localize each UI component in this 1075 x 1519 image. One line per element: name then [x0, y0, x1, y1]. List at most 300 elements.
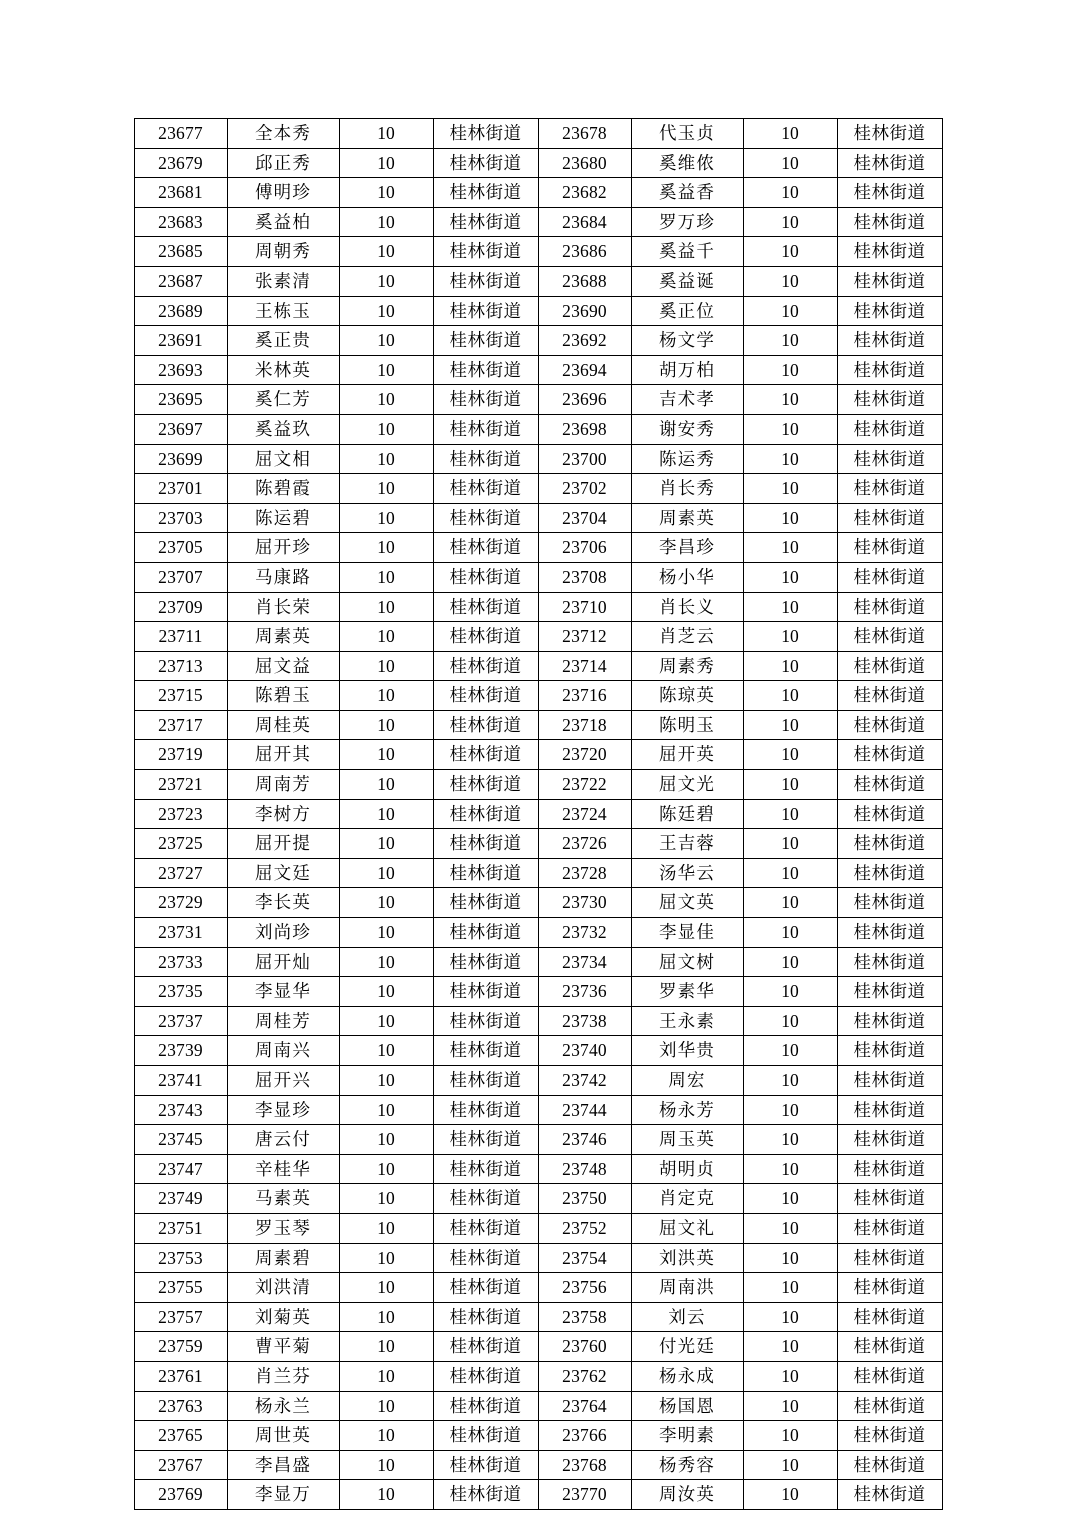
cell-id: 23706 [538, 533, 631, 563]
cell-amount: 10 [743, 1154, 837, 1184]
cell-amount: 10 [339, 326, 433, 356]
cell-street: 桂林街道 [433, 770, 538, 800]
table-row [134, 918, 942, 948]
cell-amount: 10 [339, 503, 433, 533]
cell-name: 周素秀 [631, 651, 743, 681]
cell-name: 陈碧霞 [227, 474, 339, 504]
cell-name: 屈开珍 [227, 533, 339, 563]
cell-street: 桂林街道 [433, 562, 538, 592]
cell-street: 桂林街道 [837, 533, 942, 563]
cell-name: 周世英 [227, 1421, 339, 1451]
cell-street: 桂林街道 [433, 947, 538, 977]
cell-street: 桂林街道 [433, 977, 538, 1007]
cell-id: 23710 [538, 592, 631, 622]
cell-id: 23714 [538, 651, 631, 681]
cell-street: 桂林街道 [433, 296, 538, 326]
table-row [134, 1243, 942, 1273]
cell-amount: 10 [339, 918, 433, 948]
cell-street: 桂林街道 [837, 355, 942, 385]
cell-amount: 10 [339, 474, 433, 504]
cell-name: 陈运碧 [227, 503, 339, 533]
cell-id: 23739 [134, 1036, 227, 1066]
cell-amount: 10 [743, 799, 837, 829]
cell-name: 奚益香 [631, 178, 743, 208]
cell-name: 傅明珍 [227, 178, 339, 208]
cell-name: 邱正秀 [227, 148, 339, 178]
table-row [134, 1006, 942, 1036]
cell-amount: 10 [339, 651, 433, 681]
cell-street: 桂林街道 [837, 266, 942, 296]
table-row [134, 1302, 942, 1332]
cell-id: 23721 [134, 770, 227, 800]
table-row [134, 710, 942, 740]
cell-street: 桂林街道 [433, 858, 538, 888]
cell-id: 23770 [538, 1480, 631, 1510]
cell-id: 23701 [134, 474, 227, 504]
table-row [134, 1421, 942, 1451]
cell-id: 23678 [538, 119, 631, 149]
cell-street: 桂林街道 [837, 207, 942, 237]
cell-name: 刘云 [631, 1302, 743, 1332]
records-table-body [134, 119, 942, 1510]
cell-id: 23694 [538, 355, 631, 385]
cell-amount: 10 [743, 1361, 837, 1391]
cell-name: 刘菊英 [227, 1302, 339, 1332]
cell-street: 桂林街道 [837, 296, 942, 326]
cell-amount: 10 [743, 1125, 837, 1155]
cell-id: 23686 [538, 237, 631, 267]
cell-id: 23759 [134, 1332, 227, 1362]
cell-amount: 10 [743, 178, 837, 208]
cell-street: 桂林街道 [433, 503, 538, 533]
cell-street: 桂林街道 [433, 740, 538, 770]
cell-name: 周朝秀 [227, 237, 339, 267]
cell-id: 23698 [538, 414, 631, 444]
cell-amount: 10 [339, 1066, 433, 1096]
cell-name: 屈文廷 [227, 858, 339, 888]
cell-id: 23738 [538, 1006, 631, 1036]
cell-id: 23691 [134, 326, 227, 356]
cell-name: 周桂芳 [227, 1006, 339, 1036]
cell-street: 桂林街道 [433, 1066, 538, 1096]
cell-id: 23742 [538, 1066, 631, 1096]
cell-street: 桂林街道 [433, 1421, 538, 1451]
table-row [134, 681, 942, 711]
cell-name: 王栋玉 [227, 296, 339, 326]
cell-id: 23752 [538, 1213, 631, 1243]
cell-id: 23681 [134, 178, 227, 208]
cell-name: 唐云付 [227, 1125, 339, 1155]
cell-street: 桂林街道 [837, 858, 942, 888]
cell-id: 23718 [538, 710, 631, 740]
cell-id: 23747 [134, 1154, 227, 1184]
cell-amount: 10 [339, 148, 433, 178]
cell-amount: 10 [743, 651, 837, 681]
cell-id: 23732 [538, 918, 631, 948]
cell-amount: 10 [339, 740, 433, 770]
cell-name: 马素英 [227, 1184, 339, 1214]
cell-id: 23754 [538, 1243, 631, 1273]
cell-street: 桂林街道 [837, 1006, 942, 1036]
table-row [134, 947, 942, 977]
cell-name: 王永素 [631, 1006, 743, 1036]
cell-amount: 10 [743, 858, 837, 888]
cell-street: 桂林街道 [433, 1125, 538, 1155]
cell-name: 奚益玖 [227, 414, 339, 444]
cell-street: 桂林街道 [433, 1302, 538, 1332]
cell-name: 周玉英 [631, 1125, 743, 1155]
cell-name: 肖长秀 [631, 474, 743, 504]
table-row [134, 1036, 942, 1066]
cell-name: 杨永芳 [631, 1095, 743, 1125]
cell-name: 陈碧玉 [227, 681, 339, 711]
cell-amount: 10 [743, 1243, 837, 1273]
cell-id: 23765 [134, 1421, 227, 1451]
cell-street: 桂林街道 [433, 1184, 538, 1214]
cell-id: 23749 [134, 1184, 227, 1214]
table-row [134, 829, 942, 859]
cell-amount: 10 [743, 266, 837, 296]
cell-amount: 10 [339, 1213, 433, 1243]
table-row [134, 1154, 942, 1184]
cell-name: 屈文益 [227, 651, 339, 681]
cell-id: 23757 [134, 1302, 227, 1332]
cell-amount: 10 [339, 829, 433, 859]
cell-street: 桂林街道 [837, 237, 942, 267]
cell-name: 陈琼英 [631, 681, 743, 711]
cell-street: 桂林街道 [837, 1421, 942, 1451]
cell-id: 23735 [134, 977, 227, 1007]
cell-id: 23679 [134, 148, 227, 178]
cell-id: 23716 [538, 681, 631, 711]
cell-id: 23726 [538, 829, 631, 859]
cell-amount: 10 [743, 1332, 837, 1362]
cell-amount: 10 [339, 710, 433, 740]
cell-amount: 10 [339, 622, 433, 652]
cell-street: 桂林街道 [433, 622, 538, 652]
cell-name: 屈文树 [631, 947, 743, 977]
cell-amount: 10 [339, 681, 433, 711]
cell-name: 李显华 [227, 977, 339, 1007]
cell-id: 23743 [134, 1095, 227, 1125]
cell-id: 23761 [134, 1361, 227, 1391]
cell-street: 桂林街道 [837, 829, 942, 859]
cell-id: 23734 [538, 947, 631, 977]
cell-name: 奚仁芳 [227, 385, 339, 415]
cell-amount: 10 [339, 1154, 433, 1184]
cell-street: 桂林街道 [433, 829, 538, 859]
cell-name: 周南兴 [227, 1036, 339, 1066]
cell-id: 23753 [134, 1243, 227, 1273]
cell-id: 23750 [538, 1184, 631, 1214]
cell-id: 23684 [538, 207, 631, 237]
cell-amount: 10 [743, 1184, 837, 1214]
cell-name: 屈文光 [631, 770, 743, 800]
cell-id: 23767 [134, 1450, 227, 1480]
cell-name: 李昌珍 [631, 533, 743, 563]
cell-street: 桂林街道 [433, 326, 538, 356]
cell-id: 23709 [134, 592, 227, 622]
table-row [134, 622, 942, 652]
cell-street: 桂林街道 [433, 799, 538, 829]
table-row [134, 237, 942, 267]
cell-street: 桂林街道 [837, 1125, 942, 1155]
cell-amount: 10 [743, 1421, 837, 1451]
cell-amount: 10 [339, 1184, 433, 1214]
cell-id: 23707 [134, 562, 227, 592]
table-row [134, 1361, 942, 1391]
cell-id: 23724 [538, 799, 631, 829]
cell-street: 桂林街道 [433, 1361, 538, 1391]
cell-street: 桂林街道 [837, 148, 942, 178]
cell-name: 胡明贞 [631, 1154, 743, 1184]
cell-street: 桂林街道 [837, 977, 942, 1007]
cell-street: 桂林街道 [433, 1450, 538, 1480]
cell-street: 桂林街道 [433, 148, 538, 178]
cell-street: 桂林街道 [837, 710, 942, 740]
cell-street: 桂林街道 [433, 119, 538, 149]
cell-amount: 10 [743, 681, 837, 711]
cell-name: 屈开兴 [227, 1066, 339, 1096]
cell-street: 桂林街道 [837, 178, 942, 208]
table-row [134, 296, 942, 326]
table-row [134, 1184, 942, 1214]
cell-street: 桂林街道 [433, 1480, 538, 1510]
cell-name: 谢安秀 [631, 414, 743, 444]
table-row [134, 148, 942, 178]
cell-street: 桂林街道 [837, 444, 942, 474]
cell-amount: 10 [743, 444, 837, 474]
cell-street: 桂林街道 [837, 681, 942, 711]
cell-id: 23745 [134, 1125, 227, 1155]
table-row [134, 266, 942, 296]
cell-amount: 10 [339, 1095, 433, 1125]
cell-id: 23733 [134, 947, 227, 977]
cell-id: 23696 [538, 385, 631, 415]
cell-street: 桂林街道 [433, 1006, 538, 1036]
cell-name: 奚维侬 [631, 148, 743, 178]
cell-street: 桂林街道 [433, 1243, 538, 1273]
cell-id: 23731 [134, 918, 227, 948]
cell-id: 23702 [538, 474, 631, 504]
cell-name: 刘洪清 [227, 1273, 339, 1303]
cell-street: 桂林街道 [433, 444, 538, 474]
cell-name: 杨文学 [631, 326, 743, 356]
cell-name: 周桂英 [227, 710, 339, 740]
cell-id: 23748 [538, 1154, 631, 1184]
cell-amount: 10 [339, 385, 433, 415]
cell-amount: 10 [339, 1450, 433, 1480]
cell-street: 桂林街道 [433, 1273, 538, 1303]
cell-amount: 10 [339, 1006, 433, 1036]
cell-id: 23700 [538, 444, 631, 474]
cell-amount: 10 [339, 296, 433, 326]
table-row [134, 385, 942, 415]
cell-name: 奚益千 [631, 237, 743, 267]
cell-id: 23728 [538, 858, 631, 888]
cell-amount: 10 [339, 1361, 433, 1391]
cell-amount: 10 [743, 1273, 837, 1303]
cell-street: 桂林街道 [837, 385, 942, 415]
cell-name: 李昌盛 [227, 1450, 339, 1480]
cell-amount: 10 [743, 622, 837, 652]
cell-amount: 10 [339, 977, 433, 1007]
cell-amount: 10 [743, 1066, 837, 1096]
cell-id: 23689 [134, 296, 227, 326]
cell-id: 23695 [134, 385, 227, 415]
cell-amount: 10 [743, 562, 837, 592]
cell-amount: 10 [339, 1391, 433, 1421]
cell-street: 桂林街道 [837, 888, 942, 918]
cell-id: 23722 [538, 770, 631, 800]
table-row [134, 355, 942, 385]
cell-name: 刘尚珍 [227, 918, 339, 948]
cell-name: 李明素 [631, 1421, 743, 1451]
cell-name: 杨秀容 [631, 1450, 743, 1480]
cell-name: 周素英 [631, 503, 743, 533]
cell-name: 马康路 [227, 562, 339, 592]
cell-name: 周汝英 [631, 1480, 743, 1510]
cell-id: 23751 [134, 1213, 227, 1243]
cell-amount: 10 [743, 977, 837, 1007]
table-row [134, 977, 942, 1007]
cell-id: 23730 [538, 888, 631, 918]
cell-amount: 10 [339, 1332, 433, 1362]
cell-id: 23708 [538, 562, 631, 592]
cell-name: 屈开其 [227, 740, 339, 770]
cell-amount: 10 [743, 237, 837, 267]
cell-street: 桂林街道 [837, 562, 942, 592]
cell-street: 桂林街道 [837, 799, 942, 829]
cell-street: 桂林街道 [433, 1213, 538, 1243]
cell-id: 23769 [134, 1480, 227, 1510]
cell-name: 李显珍 [227, 1095, 339, 1125]
table-row [134, 207, 942, 237]
cell-amount: 10 [743, 947, 837, 977]
cell-amount: 10 [743, 1213, 837, 1243]
cell-amount: 10 [743, 770, 837, 800]
cell-id: 23744 [538, 1095, 631, 1125]
cell-amount: 10 [339, 799, 433, 829]
cell-id: 23682 [538, 178, 631, 208]
cell-street: 桂林街道 [433, 385, 538, 415]
cell-name: 周素英 [227, 622, 339, 652]
cell-amount: 10 [339, 1243, 433, 1273]
cell-amount: 10 [339, 1480, 433, 1510]
cell-street: 桂林街道 [433, 414, 538, 444]
table-row [134, 474, 942, 504]
table-row [134, 414, 942, 444]
cell-amount: 10 [339, 533, 433, 563]
cell-id: 23712 [538, 622, 631, 652]
cell-name: 杨小华 [631, 562, 743, 592]
table-row [134, 799, 942, 829]
cell-id: 23677 [134, 119, 227, 149]
cell-street: 桂林街道 [837, 1184, 942, 1214]
table-row [134, 119, 942, 149]
cell-id: 23766 [538, 1421, 631, 1451]
cell-street: 桂林街道 [837, 1480, 942, 1510]
cell-amount: 10 [339, 770, 433, 800]
cell-amount: 10 [743, 503, 837, 533]
cell-amount: 10 [339, 1125, 433, 1155]
cell-name: 屈开灿 [227, 947, 339, 977]
cell-id: 23727 [134, 858, 227, 888]
cell-amount: 10 [743, 710, 837, 740]
cell-name: 杨永兰 [227, 1391, 339, 1421]
cell-street: 桂林街道 [837, 1361, 942, 1391]
cell-street: 桂林街道 [433, 1154, 538, 1184]
cell-name: 屈开英 [631, 740, 743, 770]
cell-street: 桂林街道 [837, 1036, 942, 1066]
cell-id: 23720 [538, 740, 631, 770]
cell-street: 桂林街道 [837, 474, 942, 504]
cell-id: 23717 [134, 710, 227, 740]
cell-street: 桂林街道 [837, 1066, 942, 1096]
cell-name: 吉术孝 [631, 385, 743, 415]
table-row [134, 858, 942, 888]
cell-id: 23746 [538, 1125, 631, 1155]
cell-id: 23683 [134, 207, 227, 237]
cell-street: 桂林街道 [433, 474, 538, 504]
cell-street: 桂林街道 [837, 414, 942, 444]
cell-street: 桂林街道 [433, 266, 538, 296]
table-row [134, 1066, 942, 1096]
cell-street: 桂林街道 [837, 1391, 942, 1421]
cell-id: 23758 [538, 1302, 631, 1332]
cell-amount: 10 [339, 562, 433, 592]
records-table [134, 118, 943, 1510]
cell-amount: 10 [743, 1391, 837, 1421]
cell-name: 杨国恩 [631, 1391, 743, 1421]
table-row [134, 1480, 942, 1510]
cell-id: 23704 [538, 503, 631, 533]
cell-amount: 10 [743, 474, 837, 504]
cell-name: 陈明玉 [631, 710, 743, 740]
cell-amount: 10 [743, 296, 837, 326]
cell-street: 桂林街道 [837, 1273, 942, 1303]
cell-name: 辛桂华 [227, 1154, 339, 1184]
cell-name: 屈开提 [227, 829, 339, 859]
cell-amount: 10 [743, 1302, 837, 1332]
table-row [134, 562, 942, 592]
cell-amount: 10 [339, 858, 433, 888]
cell-street: 桂林街道 [433, 1332, 538, 1362]
cell-street: 桂林街道 [837, 1095, 942, 1125]
cell-id: 23760 [538, 1332, 631, 1362]
cell-street: 桂林街道 [433, 651, 538, 681]
cell-name: 张素清 [227, 266, 339, 296]
table-row [134, 503, 942, 533]
cell-amount: 10 [339, 1421, 433, 1451]
cell-street: 桂林街道 [837, 947, 942, 977]
cell-name: 杨永成 [631, 1361, 743, 1391]
cell-name: 罗素华 [631, 977, 743, 1007]
cell-street: 桂林街道 [837, 1243, 942, 1273]
cell-amount: 10 [743, 1095, 837, 1125]
cell-id: 23736 [538, 977, 631, 1007]
cell-amount: 10 [743, 1480, 837, 1510]
table-row [134, 740, 942, 770]
cell-amount: 10 [743, 119, 837, 149]
cell-id: 23740 [538, 1036, 631, 1066]
cell-amount: 10 [743, 740, 837, 770]
cell-id: 23768 [538, 1450, 631, 1480]
cell-street: 桂林街道 [433, 1391, 538, 1421]
cell-name: 周南洪 [631, 1273, 743, 1303]
cell-amount: 10 [743, 326, 837, 356]
cell-amount: 10 [339, 1273, 433, 1303]
